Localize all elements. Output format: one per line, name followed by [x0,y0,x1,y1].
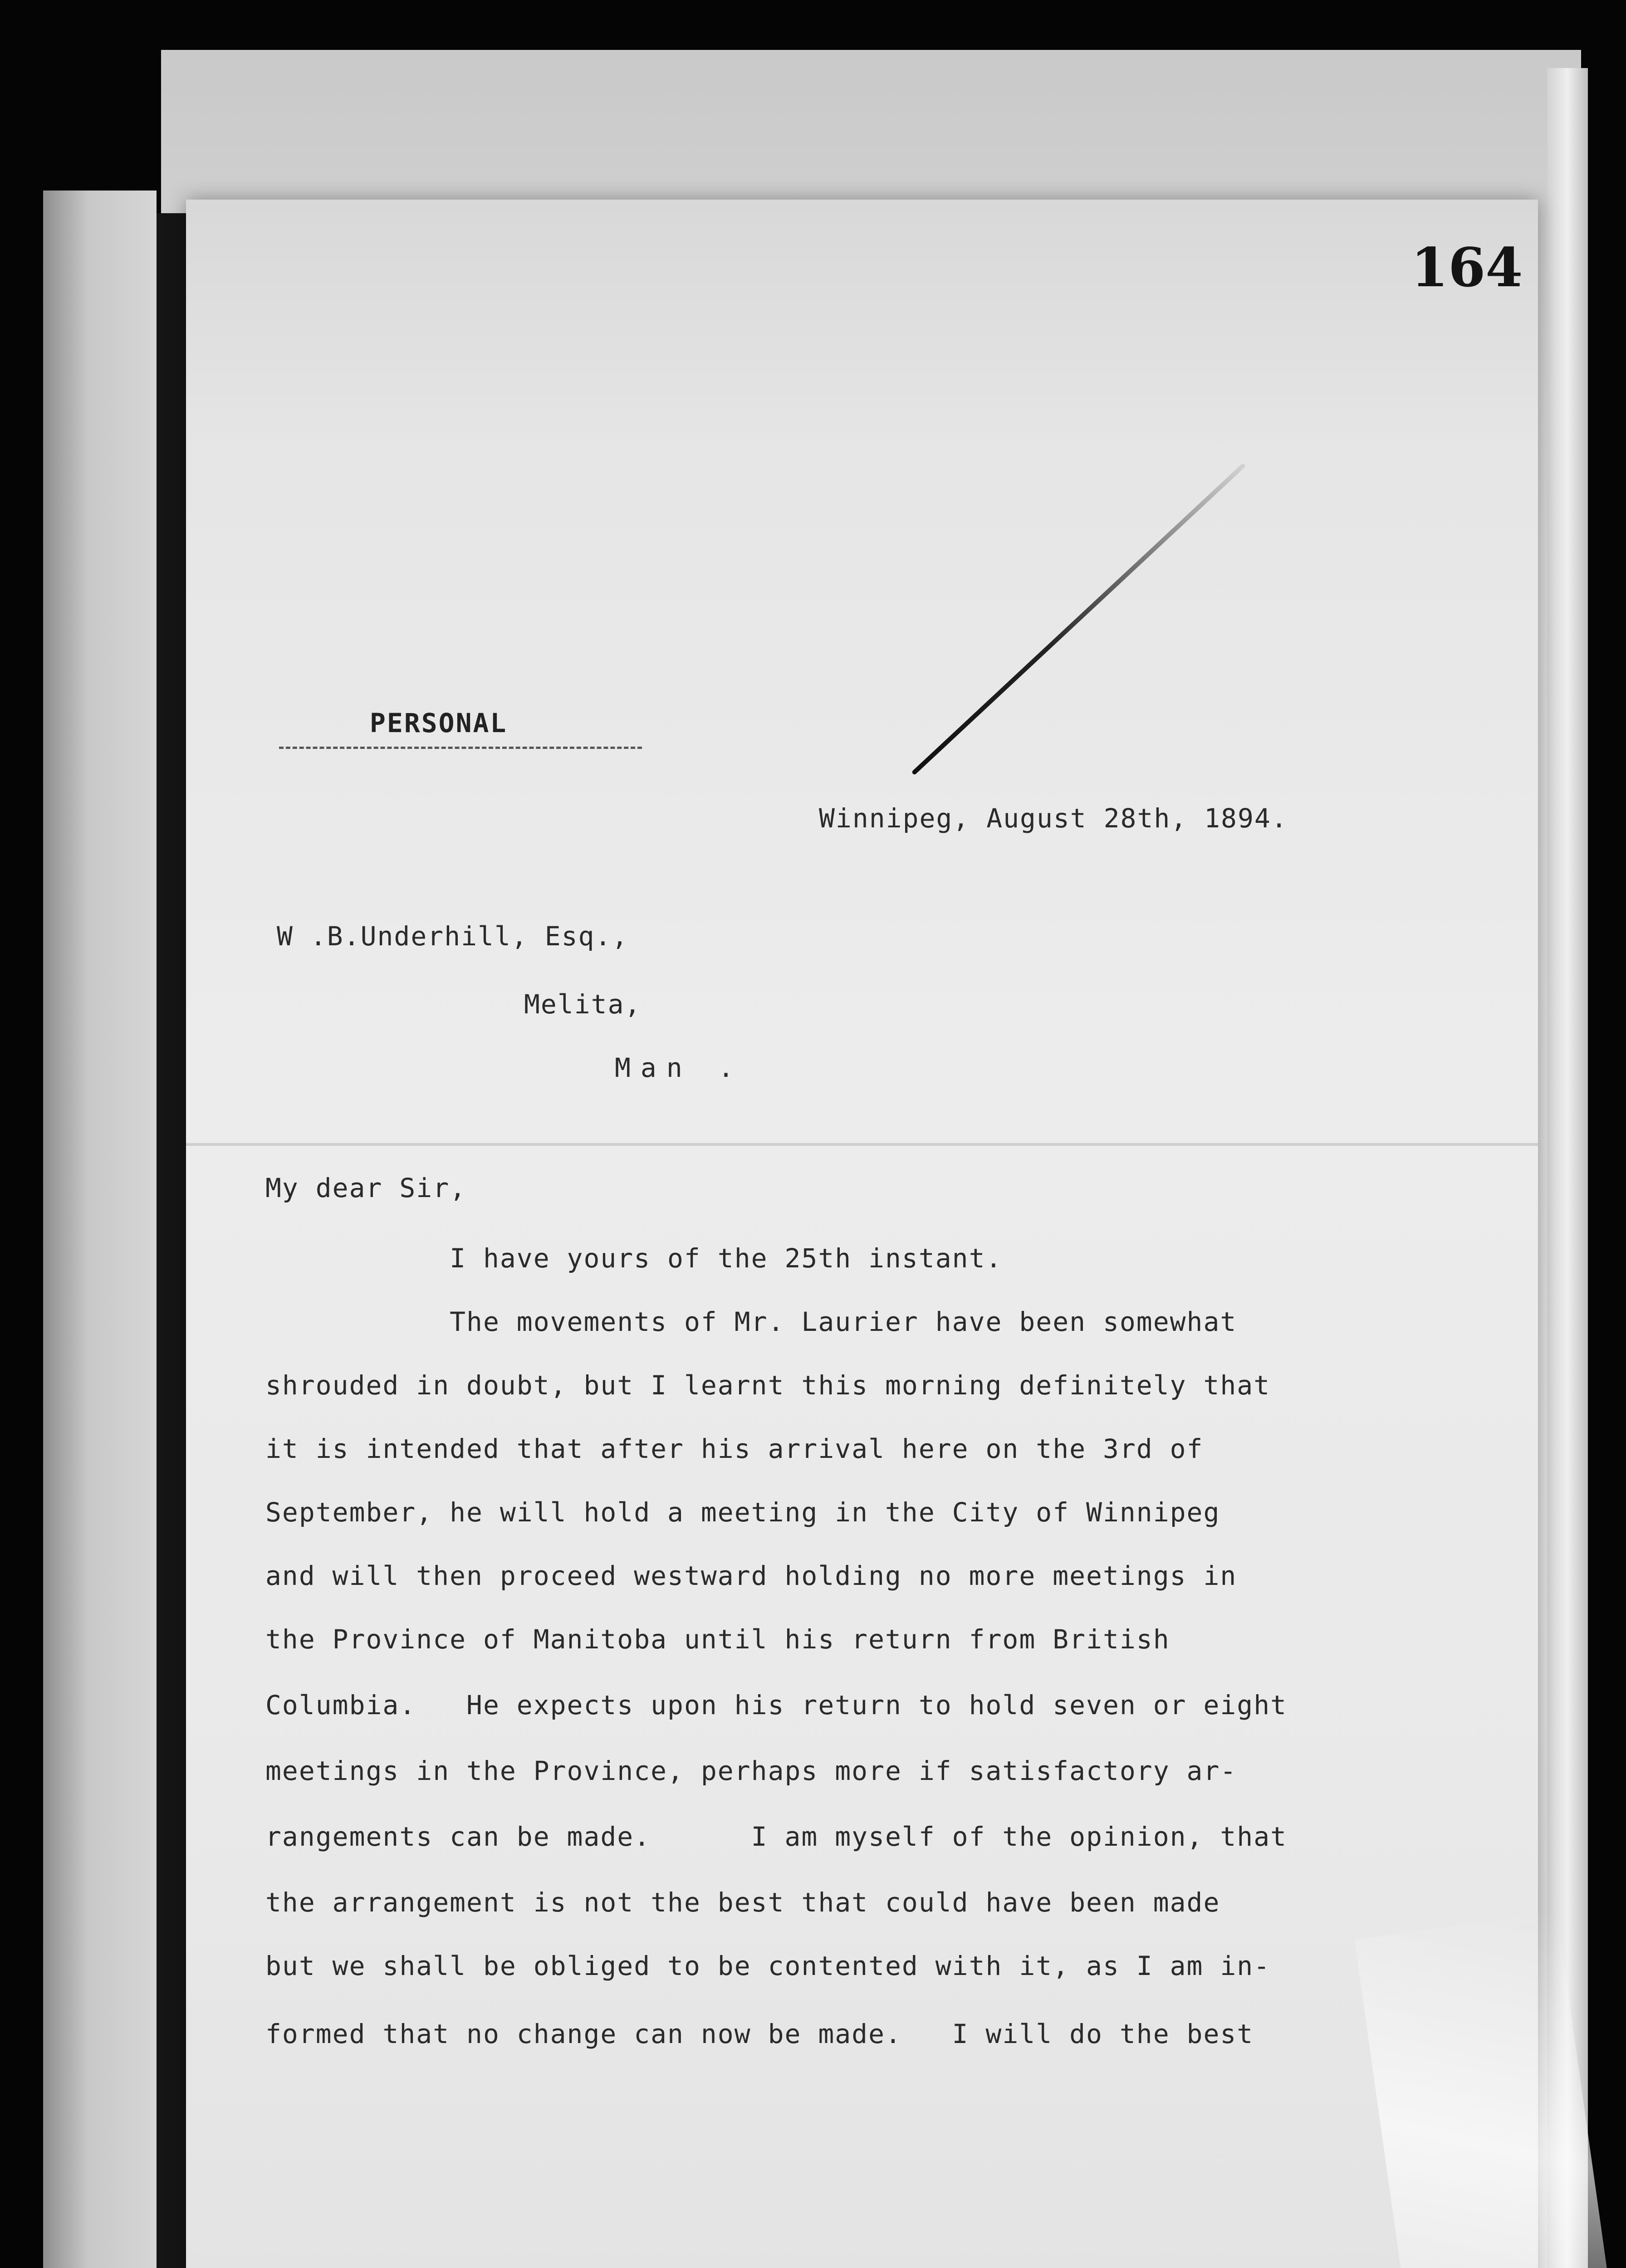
pencil-mark [911,463,1246,775]
body-line: the Province of Manitoba until his return from British [265,1624,1170,1655]
body-line: meetings in the Province, perhaps more if satisfactory ar- [265,1755,1237,1786]
body-line: shrouded in doubt, but I learnt this morning definitely that [265,1370,1271,1401]
personal-marking: PERSONAL [370,708,508,738]
body-line: rangements can be made. I am myself of the opinion, that [265,1821,1288,1852]
left-page-edge [43,191,157,2268]
body-line: The movements of Mr. Laurier have been somewhat [265,1306,1237,1337]
fold-line [186,1143,1538,1146]
salutation: My dear Sir, [265,1173,467,1203]
body-line: but we shall be obliged to be contented with it, as I am in- [265,1950,1271,1981]
folio-number: 164 [1411,236,1523,299]
body-line: it is intended that after his arrival here on the 3rd of [265,1433,1204,1464]
body-line: and will then proceed westward holding no more meetings in [265,1560,1237,1591]
personal-underline [279,747,642,749]
addressee-name: W .B.Underhill, Esq., [277,921,629,952]
body-line: formed that no change can now be made. I will do the best [265,2019,1254,2049]
body-line: Columbia. He expects upon his return to hold seven or eight [265,1690,1288,1721]
addressee-town: Melita, [524,989,642,1020]
body-line: I have yours of the 25th instant. [265,1243,1003,1274]
letter-page [186,200,1538,2268]
body-line: September, he will hold a meeting in the City of Winnipeg [265,1497,1220,1528]
binding-shadow [157,213,188,2268]
date-line: Winnipeg, August 28th, 1894. [819,803,1288,834]
addressee-province: Man . [615,1052,744,1083]
body-line: the arrangement is not the best that could have been made [265,1887,1220,1918]
